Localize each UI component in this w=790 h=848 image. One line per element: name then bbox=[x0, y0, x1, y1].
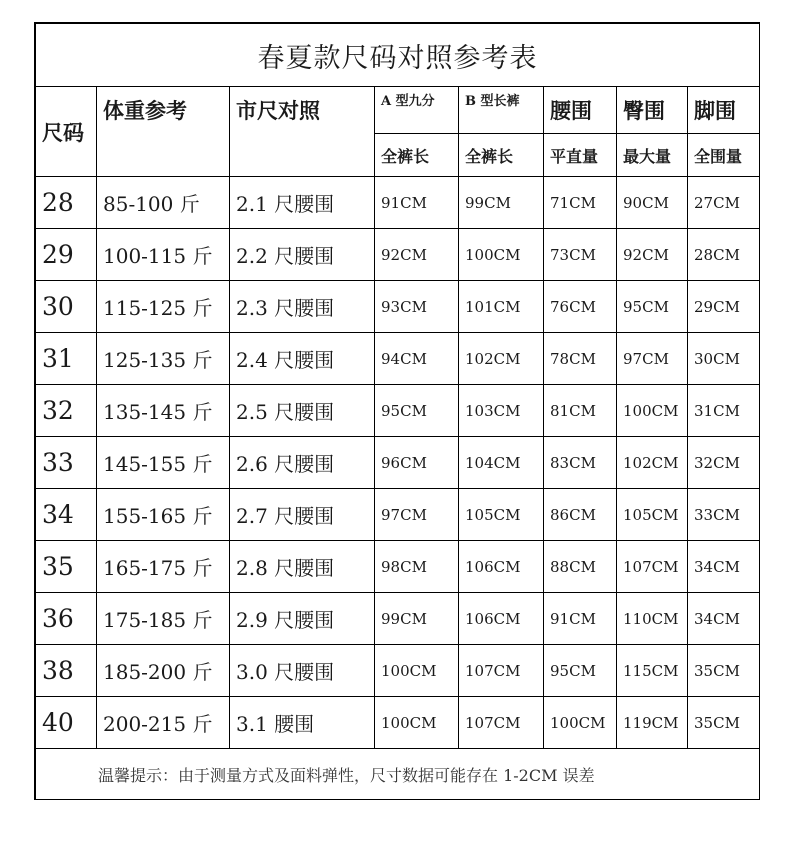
hip-cell: 110CM bbox=[617, 593, 688, 645]
waist-cell: 95CM bbox=[544, 645, 617, 697]
size-cell: 29 bbox=[36, 229, 97, 281]
ankle-cell: 29CM bbox=[688, 281, 760, 333]
waist-ref-cell: 2.4 尺腰围 bbox=[230, 333, 375, 385]
type-b-length-cell: 106CM bbox=[459, 593, 544, 645]
weight-cell: 125-135 斤 bbox=[97, 333, 230, 385]
size-cell: 36 bbox=[36, 593, 97, 645]
ankle-cell: 32CM bbox=[688, 437, 760, 489]
waist-cell: 73CM bbox=[544, 229, 617, 281]
type-a-length-cell: 99CM bbox=[375, 593, 459, 645]
type-b-length-cell: 107CM bbox=[459, 697, 544, 749]
type-b-length-cell: 103CM bbox=[459, 385, 544, 437]
table-row bbox=[36, 645, 760, 697]
subheader-waist: 平直量 bbox=[544, 134, 617, 177]
waist-cell: 76CM bbox=[544, 281, 617, 333]
table-row bbox=[36, 437, 760, 489]
type-b-length-cell: 105CM bbox=[459, 489, 544, 541]
waist-ref-cell: 2.9 尺腰围 bbox=[230, 593, 375, 645]
header-type-a: A 型九分 bbox=[375, 87, 459, 134]
size-cell: 38 bbox=[36, 645, 97, 697]
weight-cell: 155-165 斤 bbox=[97, 489, 230, 541]
hip-cell: 100CM bbox=[617, 385, 688, 437]
type-a-length-cell: 98CM bbox=[375, 541, 459, 593]
size-cell: 40 bbox=[36, 697, 97, 749]
hip-cell: 107CM bbox=[617, 541, 688, 593]
chart-title: 春夏款尺码对照参考表 bbox=[36, 24, 760, 87]
table-row bbox=[36, 177, 760, 229]
table-row bbox=[36, 333, 760, 385]
weight-cell: 100-115 斤 bbox=[97, 229, 230, 281]
weight-cell: 200-215 斤 bbox=[97, 697, 230, 749]
type-b-length-cell: 104CM bbox=[459, 437, 544, 489]
type-a-length-cell: 95CM bbox=[375, 385, 459, 437]
hip-cell: 97CM bbox=[617, 333, 688, 385]
header-waist: 腰围 bbox=[544, 87, 617, 134]
waist-ref-cell: 2.6 尺腰围 bbox=[230, 437, 375, 489]
weight-cell: 175-185 斤 bbox=[97, 593, 230, 645]
size-cell: 33 bbox=[36, 437, 97, 489]
table-row bbox=[36, 593, 760, 645]
header-size: 尺码 bbox=[36, 87, 97, 177]
ankle-cell: 34CM bbox=[688, 593, 760, 645]
hip-cell: 102CM bbox=[617, 437, 688, 489]
size-cell: 35 bbox=[36, 541, 97, 593]
waist-cell: 88CM bbox=[544, 541, 617, 593]
ankle-cell: 33CM bbox=[688, 489, 760, 541]
type-b-length-cell: 106CM bbox=[459, 541, 544, 593]
ankle-cell: 30CM bbox=[688, 333, 760, 385]
waist-ref-cell: 2.1 尺腰围 bbox=[230, 177, 375, 229]
weight-cell: 115-125 斤 bbox=[97, 281, 230, 333]
weight-cell: 135-145 斤 bbox=[97, 385, 230, 437]
weight-cell: 85-100 斤 bbox=[97, 177, 230, 229]
waist-cell: 86CM bbox=[544, 489, 617, 541]
type-a-length-cell: 100CM bbox=[375, 697, 459, 749]
table-row bbox=[36, 541, 760, 593]
waist-cell: 91CM bbox=[544, 593, 617, 645]
ankle-cell: 35CM bbox=[688, 697, 760, 749]
waist-ref-cell: 3.1 腰围 bbox=[230, 697, 375, 749]
waist-cell: 71CM bbox=[544, 177, 617, 229]
header-weight: 体重参考 bbox=[97, 87, 230, 177]
type-a-length-cell: 97CM bbox=[375, 489, 459, 541]
subheader-hip: 最大量 bbox=[617, 134, 688, 177]
waist-ref-cell: 2.5 尺腰围 bbox=[230, 385, 375, 437]
weight-cell: 185-200 斤 bbox=[97, 645, 230, 697]
header-ankle: 脚围 bbox=[688, 87, 760, 134]
type-a-length-cell: 91CM bbox=[375, 177, 459, 229]
hip-cell: 92CM bbox=[617, 229, 688, 281]
size-cell: 31 bbox=[36, 333, 97, 385]
weight-cell: 165-175 斤 bbox=[97, 541, 230, 593]
hip-cell: 90CM bbox=[617, 177, 688, 229]
waist-ref-cell: 2.8 尺腰围 bbox=[230, 541, 375, 593]
waist-cell: 78CM bbox=[544, 333, 617, 385]
waist-ref-cell: 2.7 尺腰围 bbox=[230, 489, 375, 541]
type-b-length-cell: 99CM bbox=[459, 177, 544, 229]
size-cell: 30 bbox=[36, 281, 97, 333]
subheader-type-a: 全裤长 bbox=[375, 134, 459, 177]
ankle-cell: 27CM bbox=[688, 177, 760, 229]
type-a-length-cell: 96CM bbox=[375, 437, 459, 489]
table-row bbox=[36, 489, 760, 541]
size-cell: 28 bbox=[36, 177, 97, 229]
size-cell: 34 bbox=[36, 489, 97, 541]
header-waist-ref: 市尺对照 bbox=[230, 87, 375, 177]
hip-cell: 119CM bbox=[617, 697, 688, 749]
header-type-b: B 型长裤 bbox=[459, 87, 544, 134]
size-chart bbox=[34, 22, 760, 800]
ankle-cell: 31CM bbox=[688, 385, 760, 437]
table-row bbox=[36, 229, 760, 281]
size-cell: 32 bbox=[36, 385, 97, 437]
hip-cell: 115CM bbox=[617, 645, 688, 697]
waist-ref-cell: 2.3 尺腰围 bbox=[230, 281, 375, 333]
waist-cell: 100CM bbox=[544, 697, 617, 749]
hip-cell: 95CM bbox=[617, 281, 688, 333]
footnote: 温馨提示：由于测量方式及面料弹性，尺寸数据可能存在 1-2CM 误差 bbox=[36, 749, 760, 800]
subheader-type-b: 全裤长 bbox=[459, 134, 544, 177]
waist-ref-cell: 3.0 尺腰围 bbox=[230, 645, 375, 697]
waist-cell: 81CM bbox=[544, 385, 617, 437]
type-b-length-cell: 101CM bbox=[459, 281, 544, 333]
type-a-length-cell: 100CM bbox=[375, 645, 459, 697]
ankle-cell: 28CM bbox=[688, 229, 760, 281]
type-a-length-cell: 92CM bbox=[375, 229, 459, 281]
type-b-length-cell: 107CM bbox=[459, 645, 544, 697]
type-b-length-cell: 102CM bbox=[459, 333, 544, 385]
hip-cell: 105CM bbox=[617, 489, 688, 541]
waist-ref-cell: 2.2 尺腰围 bbox=[230, 229, 375, 281]
header-hip: 臀围 bbox=[617, 87, 688, 134]
table-row bbox=[36, 697, 760, 749]
weight-cell: 145-155 斤 bbox=[97, 437, 230, 489]
subheader-ankle: 全围量 bbox=[688, 134, 760, 177]
type-b-length-cell: 100CM bbox=[459, 229, 544, 281]
ankle-cell: 35CM bbox=[688, 645, 760, 697]
type-a-length-cell: 94CM bbox=[375, 333, 459, 385]
table-row bbox=[36, 385, 760, 437]
waist-cell: 83CM bbox=[544, 437, 617, 489]
type-a-length-cell: 93CM bbox=[375, 281, 459, 333]
ankle-cell: 34CM bbox=[688, 541, 760, 593]
table-row bbox=[36, 281, 760, 333]
size-table bbox=[35, 23, 760, 800]
